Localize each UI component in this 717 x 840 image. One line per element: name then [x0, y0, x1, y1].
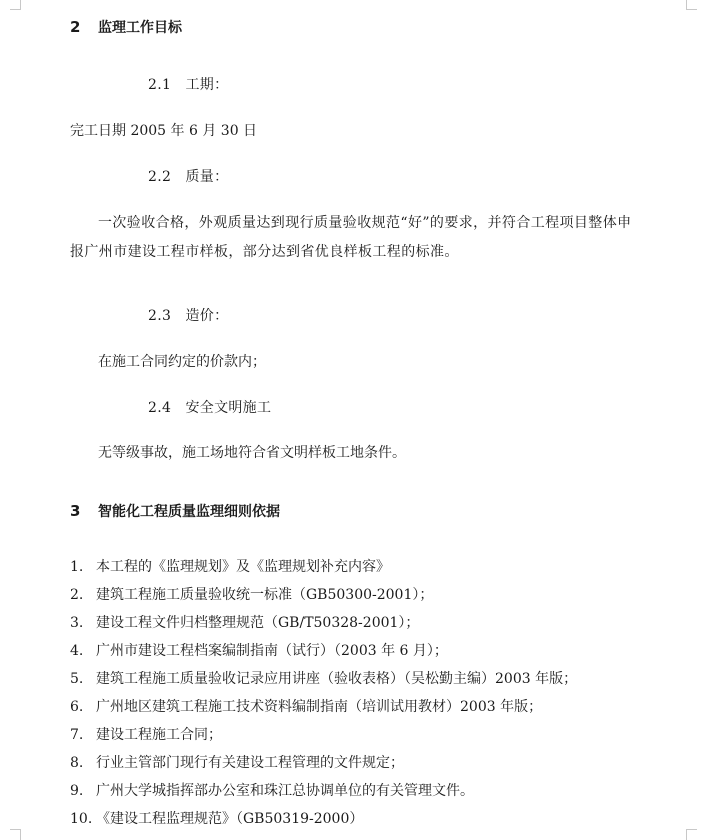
subsection-heading-quality: 2.2 质量：	[148, 169, 229, 185]
page-corner-mark	[686, 829, 697, 840]
cost-text: 在施工合同约定的价款内；	[98, 354, 266, 370]
safety-text: 无等级事故，施工场地符合省文明样板工地条件。	[98, 445, 406, 461]
list-item: 3. 建设工程文件归档整理规范（GB/T50328-2001）；	[70, 615, 420, 631]
list-item: 2. 建筑工程施工质量验收统一标准（GB50300-2001）；	[70, 587, 434, 603]
list-item: 1. 本工程的《监理规划》及《监理规划补充内容》	[70, 559, 390, 575]
list-item: 7. 建设工程施工合同；	[70, 727, 222, 743]
subsection-heading-cost: 2.3 造价：	[148, 308, 229, 324]
list-item: 9. 广州大学城指挥部办公室和珠江总协调单位的有关管理文件。	[70, 783, 474, 799]
list-item: 8. 行业主管部门现行有关建设工程管理的文件规定；	[70, 755, 404, 771]
section-number: 3	[70, 502, 81, 520]
list-item: 4. 广州市建设工程档案编制指南（试行）（2003 年 6 月）；	[70, 643, 448, 659]
section-title: 监理工作目标	[98, 20, 182, 36]
quality-text-line-1: 一次验收合格，外观质量达到现行质量验收规范“好”的要求，并符合工程项目整体申	[98, 215, 632, 231]
list-item: 10. 《建设工程监理规范》（GB50319-2000）	[70, 811, 364, 827]
list-item: 5. 建筑工程施工质量验收记录应用讲座（验收表格）（吴松勤主编）2003 年版；	[70, 671, 578, 687]
section-2-heading	[70, 17, 182, 38]
page-corner-mark	[686, 0, 697, 10]
schedule-text: 完工日期 2005 年 6 月 30 日	[70, 123, 258, 139]
section-number: 2	[70, 18, 81, 36]
subsection-heading-safety: 2.4 安全文明施工	[148, 400, 272, 416]
section-title: 智能化工程质量监理细则依据	[98, 504, 280, 520]
subsection-heading-schedule: 2.1 工期：	[148, 77, 229, 93]
list-item: 6. 广州地区建筑工程施工技术资料编制指南（培训试用教材）2003 年版；	[70, 699, 543, 715]
page-corner-mark	[10, 0, 21, 10]
section-3-heading	[70, 501, 280, 522]
page-corner-mark	[10, 829, 21, 840]
quality-text-line-2: 报广州市建设工程市样板，部分达到省优良样板工程的标准。	[70, 244, 459, 260]
